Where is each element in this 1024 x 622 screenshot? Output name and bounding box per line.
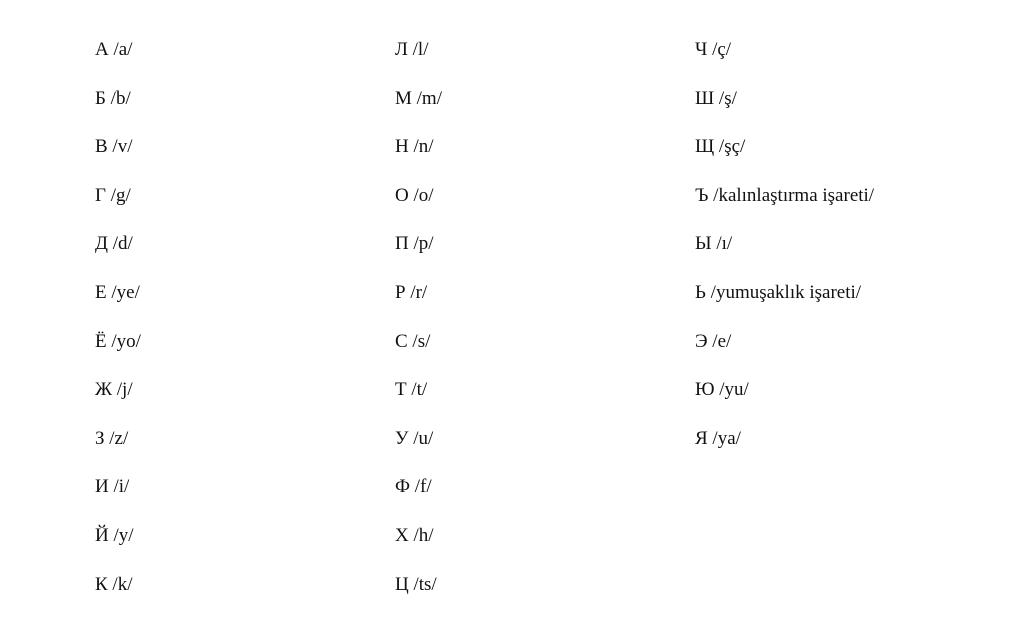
letter-entry: Ю /yu/ <box>695 379 749 401</box>
letter-entry: С /s/ <box>395 330 431 352</box>
letter-entry: Б /b/ <box>95 87 131 109</box>
letter-entry: Щ /şç/ <box>695 136 746 158</box>
letter-entry: Л /l/ <box>395 39 429 60</box>
letter-entry: П /p/ <box>395 233 434 255</box>
letter-entry: Ф /f/ <box>395 476 432 498</box>
letter-entry: У /u/ <box>395 427 434 449</box>
letter-entry: Р /r/ <box>395 281 428 303</box>
letter-entry: Ш /ş/ <box>695 87 737 109</box>
letter-entry: Ц /ts/ <box>395 573 437 595</box>
letter-entry: А /a/ <box>95 39 133 60</box>
letter-entry: Е /ye/ <box>95 281 140 303</box>
letter-entry: Ж /j/ <box>95 379 133 401</box>
letter-entry: Д /d/ <box>95 233 133 255</box>
letter-entry: М /m/ <box>395 87 442 109</box>
letter-entry: Ь /yumuşaklık işareti/ <box>695 281 862 303</box>
letter-entry: К /k/ <box>95 573 133 595</box>
letter-entry: Т /t/ <box>395 379 428 401</box>
letter-entry: Г /g/ <box>95 184 131 206</box>
letter-entry: Ъ /kalınlaştırma işareti/ <box>695 184 875 206</box>
alphabet-column-1 <box>95 37 415 620</box>
letter-entry: В /v/ <box>95 136 133 158</box>
letter-entry: Э /e/ <box>695 330 732 352</box>
letter-entry: Х /h/ <box>395 524 434 546</box>
letter-entry: Ы /ı/ <box>695 233 733 255</box>
letter-entry: И /i/ <box>95 476 130 498</box>
letter-entry: Й /y/ <box>95 524 134 546</box>
alphabet-column-2 <box>395 37 715 620</box>
letter-entry: Ё /yo/ <box>95 330 141 352</box>
alphabet-column-3 <box>695 37 1015 474</box>
letter-entry: Ч /ç/ <box>695 39 732 60</box>
letter-entry: О /o/ <box>395 184 434 206</box>
letter-entry: Я /ya/ <box>695 427 741 449</box>
letter-entry: З /z/ <box>95 427 129 449</box>
letter-entry: Н /n/ <box>395 136 434 158</box>
